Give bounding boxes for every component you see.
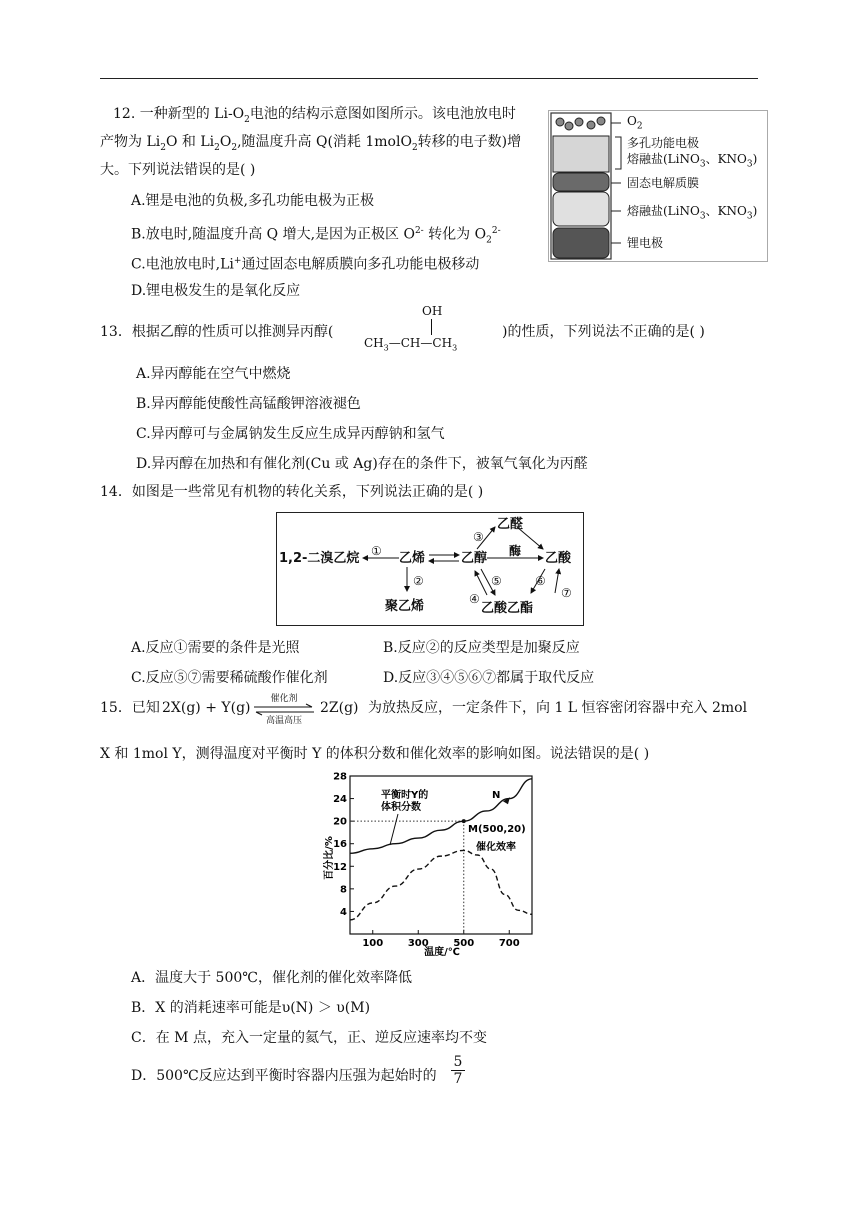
q12-option-c: C.电池放电时,Li+通过固态电解质膜向多孔功能电极移动 bbox=[131, 256, 480, 273]
q12-line3: 大。下列说法错误的是( ) bbox=[100, 162, 256, 178]
fraction-five-sevenths bbox=[451, 1054, 465, 1087]
x-tick-label: 500 bbox=[453, 938, 475, 949]
q12-option-d: D.锂电极发生的是氧化反应 bbox=[131, 283, 301, 299]
label-reaction-7: ⑦ bbox=[561, 586, 572, 600]
q15-line2: X 和 1mol Y，测得温度对平衡时 Y 的体积分数和催化效率的影响如图。说法错误的是( ) bbox=[100, 746, 650, 762]
node-acetaldehyde: 乙醛 bbox=[497, 517, 524, 532]
y-tick-label: 12 bbox=[333, 861, 347, 873]
equation-left: 2X(g) + Y(g) bbox=[162, 700, 251, 716]
x-tick-label: 300 bbox=[407, 938, 429, 949]
q15-stem-pre: 15．已知 bbox=[100, 700, 160, 716]
node-ethylene: 乙烯 bbox=[399, 551, 426, 566]
label-lithium-electrode: 锂电极 bbox=[627, 236, 664, 250]
x-tick-label: 700 bbox=[498, 938, 520, 949]
series-catalytic-efficiency bbox=[350, 850, 532, 919]
y-tick-label: 8 bbox=[340, 884, 347, 896]
q12-option-b: B.放电时,随温度升高 Q 增大,是因为正极区 $O^{2-}$ 转化为 $O_2^{2-}$ bbox=[131, 226, 501, 246]
y-tick-label: 24 bbox=[333, 794, 347, 806]
label-reaction-2: ② bbox=[413, 574, 424, 588]
equation-condition-bottom: 高温高压 bbox=[265, 716, 302, 726]
isopropanol-formula bbox=[364, 304, 500, 356]
q14-option-b: B.反应②的反应类型是加聚反应 bbox=[383, 640, 580, 656]
label-reaction-1: ① bbox=[371, 544, 382, 558]
q13-option-b: B.异丙醇能使酸性高锰酸钾溶液褪色 bbox=[136, 396, 361, 412]
y-tick-label: 28 bbox=[333, 771, 347, 783]
x-tick-label: 100 bbox=[362, 938, 384, 949]
q13-option-a: A.异丙醇能在空气中燃烧 bbox=[136, 366, 291, 382]
conversion-diagram bbox=[276, 512, 584, 626]
equation-right: 2Z(g) bbox=[320, 700, 359, 716]
q15-stem-post: 为放热反应，一定条件下，向 1 L 恒容密闭容器中充入 2mol bbox=[368, 700, 748, 716]
q14-option-d: D.反应③④⑤⑥⑦都属于取代反应 bbox=[383, 670, 595, 686]
node-dibromoethane: 1,2-二溴乙烷 bbox=[279, 551, 360, 566]
q14-option-c: C.反应⑤⑦需要稀硫酸作催化剂 bbox=[131, 670, 328, 686]
conversion-arrows bbox=[277, 513, 583, 625]
temperature-chart bbox=[326, 772, 538, 958]
battery-diagram bbox=[548, 110, 768, 262]
label-molten-salt-2: 熔融盐(LiNO$_3$、$KNO_3$) bbox=[627, 204, 758, 222]
legend-y-fraction-line2: 体积分数 bbox=[381, 802, 421, 813]
label-reaction-4: ④ bbox=[469, 592, 480, 606]
y-tick-label: 4 bbox=[340, 906, 347, 918]
q13-stem-pre: 13．根据乙醇的性质可以推测异丙醇( bbox=[100, 324, 334, 340]
header-rule bbox=[100, 78, 758, 79]
q15-option-d: D．500℃反应达到平衡时容器内压强为起始时的 bbox=[131, 1068, 437, 1084]
formula-oh: OH bbox=[422, 304, 443, 318]
label-reaction-3: ③ bbox=[473, 530, 484, 544]
legend-catalytic-efficiency: 催化效率 bbox=[476, 842, 516, 853]
q13-stem-post: )的性质，下列说法不正确的是( ) bbox=[502, 324, 705, 340]
node-acetic-acid: 乙酸 bbox=[545, 551, 572, 566]
annotation-n: N bbox=[492, 790, 501, 801]
q13-option-c: C.异丙醇可与金属钠发生反应生成异丙醇钠和氢气 bbox=[136, 426, 445, 442]
q12-option-a: A.锂是电池的负极,多孔功能电极为正极 bbox=[131, 193, 375, 209]
formula-chain: $CH_3—CH—CH_3$ bbox=[364, 336, 458, 353]
label-solid-electrolyte: 固态电解质膜 bbox=[627, 176, 700, 190]
legend-pointer bbox=[390, 814, 398, 845]
label-reaction-5: ⑤ bbox=[491, 574, 502, 588]
node-polyethylene: 聚乙烯 bbox=[385, 599, 425, 614]
chart-y-axis bbox=[333, 772, 354, 918]
q12-line1: 12. 一种新型的 $Li-O_2$电池的结构示意图如图所示。该电池放电时 bbox=[113, 106, 516, 125]
q15-option-b: B．X 的消耗速率可能是υ(N) ＞ υ(M) bbox=[131, 1000, 371, 1016]
q14-option-a: A.反应①需要的条件是光照 bbox=[131, 640, 300, 656]
node-ethyl-acetate: 乙酸乙酯 bbox=[481, 601, 534, 616]
q12-line2: 产物为 $Li_2O$ 和 $Li_2O_2$,随温度升高 Q(消耗 1molO$_2$转移的电子数)增 bbox=[100, 134, 522, 153]
formula-bond bbox=[431, 319, 432, 335]
equation-arrow bbox=[252, 694, 316, 728]
y-tick-label: 20 bbox=[333, 816, 347, 828]
node-ethanol: 乙醇 bbox=[461, 551, 488, 566]
label-reaction-6: ⑥ bbox=[535, 574, 546, 588]
y-axis-label: 百分比/% bbox=[324, 836, 335, 880]
q15-option-a: A．温度大于 500℃，催化剂的催化效率降低 bbox=[131, 970, 412, 986]
q13-option-d: D.异丙醇在加热和有催化剂(Cu 或 Ag)存在的条件下，被氧气氧化为丙醛 bbox=[136, 456, 588, 472]
equilibrium-arrows bbox=[252, 704, 316, 716]
label-porous-electrode: 多孔功能电极 bbox=[627, 136, 700, 150]
point-m bbox=[462, 819, 466, 823]
q15-option-c: C．在 M 点，充入一定量的氦气，正、逆反应速率均不变 bbox=[131, 1030, 487, 1046]
fraction-denominator: 7 bbox=[453, 1071, 463, 1087]
legend-y-fraction-line1: 平衡时Y的 bbox=[381, 790, 429, 801]
x-axis-label: 温度/℃ bbox=[424, 947, 460, 958]
fraction-numerator: 5 bbox=[453, 1054, 463, 1070]
label-o2: $O_2$ bbox=[627, 114, 643, 132]
y-tick-label: 16 bbox=[333, 839, 347, 851]
q14-stem: 14．如图是一些常见有机物的转化关系，下列说法正确的是( ) bbox=[100, 484, 484, 500]
annotation-m: M(500,20) bbox=[468, 824, 526, 835]
label-enzyme: 酶 bbox=[509, 544, 522, 558]
label-molten-salt-1: 熔融盐(LiNO$_3$、$KNO_3$) bbox=[627, 152, 758, 170]
equation-condition-top: 催化剂 bbox=[270, 694, 298, 704]
